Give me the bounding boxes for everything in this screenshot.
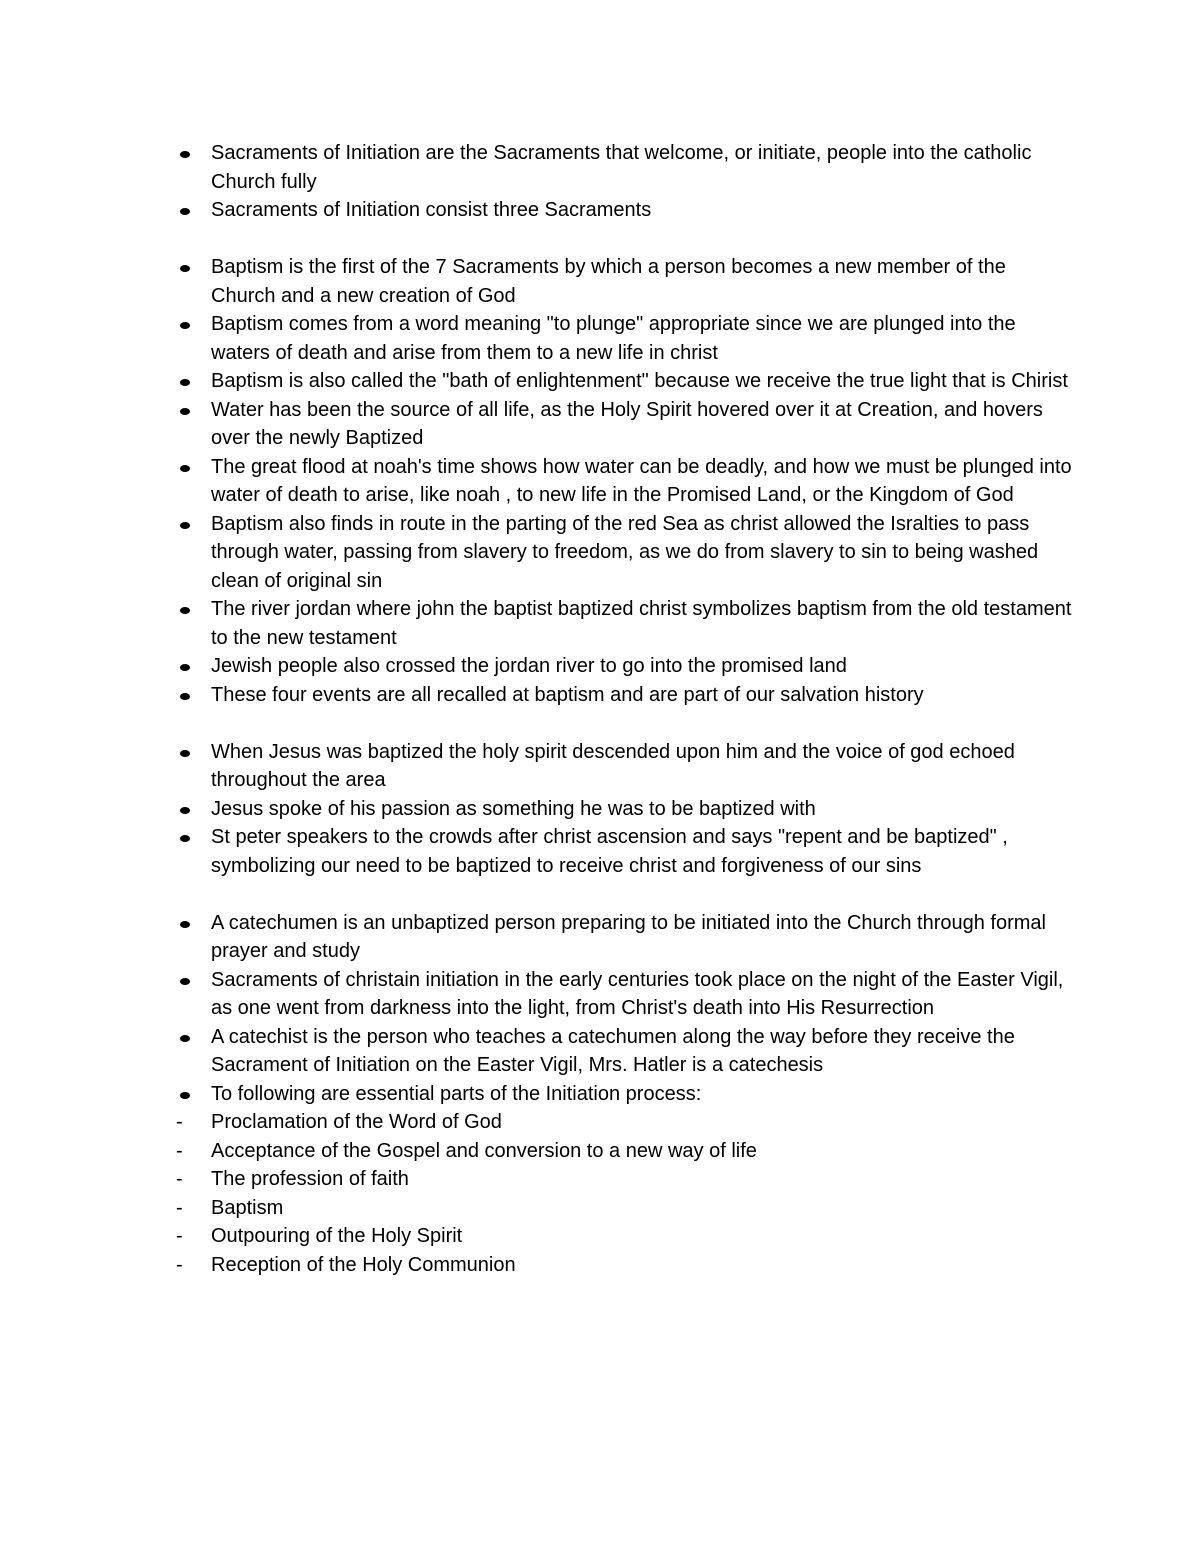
list-item <box>172 738 1072 795</box>
list-item-text: Sacraments of Initiation are the Sacraments that welcome, or initiate, people into the catholic Church fully <box>211 142 1032 193</box>
dash-glyph: - <box>176 1225 183 1247</box>
dash-glyph: - <box>176 1168 183 1190</box>
list-item-text: Baptism is also called the "bath of enlightenment" because we receive the true light that is Chirist <box>211 370 1068 392</box>
bullet-icon <box>172 253 196 282</box>
list-item <box>172 1165 1072 1194</box>
list-item-text: St peter speakers to the crowds after christ ascension and says "repent and be baptized" , symbolizing our need to be baptized to receive christ and forgiveness of our sins <box>211 826 1008 877</box>
bullet-dot <box>180 465 190 472</box>
list-item-text: Water has been the source of all life, as the Holy Spirit hovered over it at Creation, and hovers over the newly Baptized <box>211 398 1043 449</box>
list-item <box>172 1137 1072 1166</box>
bullet-icon <box>172 909 196 938</box>
list-item <box>172 396 1072 453</box>
bullet-dot <box>180 151 190 158</box>
list-item-text: Sacraments of Initiation consist three Sacraments <box>211 199 652 221</box>
bullet-icon <box>172 139 196 168</box>
bullet-icon <box>172 1023 196 1052</box>
list-item <box>172 681 1072 710</box>
list-item <box>172 510 1072 596</box>
bullet-dot <box>180 978 190 985</box>
bullet-dot <box>180 265 190 272</box>
bullet-icon <box>172 795 196 824</box>
notes-content <box>172 139 1072 1279</box>
notes-section <box>172 909 1072 1280</box>
list-item <box>172 652 1072 681</box>
section-spacer <box>172 709 1072 738</box>
dash-glyph: - <box>176 1253 183 1276</box>
dash-marker <box>172 1108 196 1137</box>
bullet-icon <box>172 823 196 852</box>
bullet-dot <box>180 208 190 215</box>
bullet-dot <box>180 1092 190 1099</box>
bullet-dot <box>180 921 190 928</box>
list-item-text: Acceptance of the Gospel and conversion to a new way of life <box>211 1139 757 1162</box>
list-item-text: Baptism also finds in route in the parting of the red Sea as christ allowed the Isralties to pass through water, passing from slavery to freedom, as we do from slavery to sin to being washed clean of original sin <box>211 512 1039 592</box>
bullet-dot <box>180 408 190 415</box>
list-item <box>172 453 1072 510</box>
list-item <box>172 909 1072 966</box>
dash-glyph: - <box>176 1139 183 1162</box>
notes-section <box>172 139 1072 225</box>
list-item <box>172 1080 1072 1109</box>
bullet-icon <box>172 595 196 624</box>
dash-glyph: - <box>176 1111 183 1133</box>
list-item-text: Baptism is the first of the 7 Sacraments by which a person becomes a new member of the Church and a new creation of God <box>211 256 1006 307</box>
bullet-dot <box>180 807 190 814</box>
bullet-dot <box>180 322 190 329</box>
list-item <box>172 795 1072 824</box>
bullet-icon <box>172 966 196 995</box>
bullet-icon <box>172 453 196 482</box>
dash-glyph: - <box>176 1196 183 1219</box>
list-item-text: Baptism comes from a word meaning "to plunge" appropriate since we are plunged into the waters of death and arise from them to a new life in christ <box>211 313 1016 364</box>
bullet-dot <box>180 379 190 386</box>
list-item-text: The profession of faith <box>211 1168 409 1190</box>
bullet-icon <box>172 681 196 710</box>
list-item-text: Jesus spoke of his passion as something he was to be baptized with <box>211 797 816 820</box>
list-item-text: Sacraments of christain initiation in the early centuries took place on the night of the Easter Vigil, as one went from darkness into the light, from Christ's death into His Resurrection <box>211 968 1064 1019</box>
list-item <box>172 595 1072 652</box>
list-item <box>172 367 1072 396</box>
section-spacer <box>172 880 1072 909</box>
list-item <box>172 1194 1072 1223</box>
notes-section <box>172 738 1072 881</box>
list-item <box>172 966 1072 1023</box>
dash-marker <box>172 1165 196 1194</box>
bullet-icon <box>172 310 196 339</box>
bullet-icon <box>172 196 196 225</box>
list-item <box>172 310 1072 367</box>
list-item <box>172 1222 1072 1251</box>
bullet-dot <box>180 835 190 842</box>
list-item-text: A catechist is the person who teaches a catechumen along the way before they receive the Sacrament of Initiation on the Easter Vigil, Mrs. Hatler is a catechesis <box>211 1025 1015 1076</box>
list-item-text: Outpouring of the Holy Spirit <box>211 1225 463 1247</box>
list-item-text: The river jordan where john the baptist baptized christ symbolizes baptism from the old testament to the new testament <box>211 598 1072 649</box>
list-item-text: The great flood at noah's time shows how water can be deadly, and how we must be plunged into water of death to arise, like noah , to new life in the Promised Land, or the Kingdom of God <box>211 455 1072 506</box>
list-item <box>172 196 1072 225</box>
section-spacer <box>172 225 1072 254</box>
dash-marker <box>172 1137 196 1166</box>
list-item-text: A catechumen is an unbaptized person preparing to be initiated into the Church through formal prayer and study <box>211 911 1046 962</box>
list-item-text: These four events are all recalled at baptism and are part of our salvation history <box>211 683 924 706</box>
bullet-dot <box>180 522 190 529</box>
list-item <box>172 1023 1072 1080</box>
list-item <box>172 1108 1072 1137</box>
list-item <box>172 823 1072 880</box>
dash-marker <box>172 1194 196 1223</box>
bullet-dot <box>180 750 190 757</box>
list-item-text: Jewish people also crossed the jordan river to go into the promised land <box>211 655 847 677</box>
list-item <box>172 253 1072 310</box>
list-item-text: Baptism <box>211 1196 284 1219</box>
bullet-icon <box>172 396 196 425</box>
list-item <box>172 139 1072 196</box>
bullet-icon <box>172 652 196 681</box>
bullet-dot <box>180 1035 190 1042</box>
list-item-text: Proclamation of the Word of God <box>211 1111 502 1133</box>
bullet-icon <box>172 1080 196 1109</box>
list-item <box>172 1251 1072 1280</box>
bullet-icon <box>172 510 196 539</box>
bullet-dot <box>180 664 190 671</box>
bullet-icon <box>172 367 196 396</box>
list-item-text: To following are essential parts of the Initiation process: <box>211 1082 702 1105</box>
bullet-dot <box>180 693 190 700</box>
dash-marker <box>172 1222 196 1251</box>
notes-section <box>172 253 1072 709</box>
list-item-text: When Jesus was baptized the holy spirit descended upon him and the voice of god echoed throughout the area <box>211 740 1015 791</box>
bullet-dot <box>180 607 190 614</box>
dash-marker <box>172 1251 196 1280</box>
bullet-icon <box>172 738 196 767</box>
list-item-text: Reception of the Holy Communion <box>211 1253 516 1276</box>
